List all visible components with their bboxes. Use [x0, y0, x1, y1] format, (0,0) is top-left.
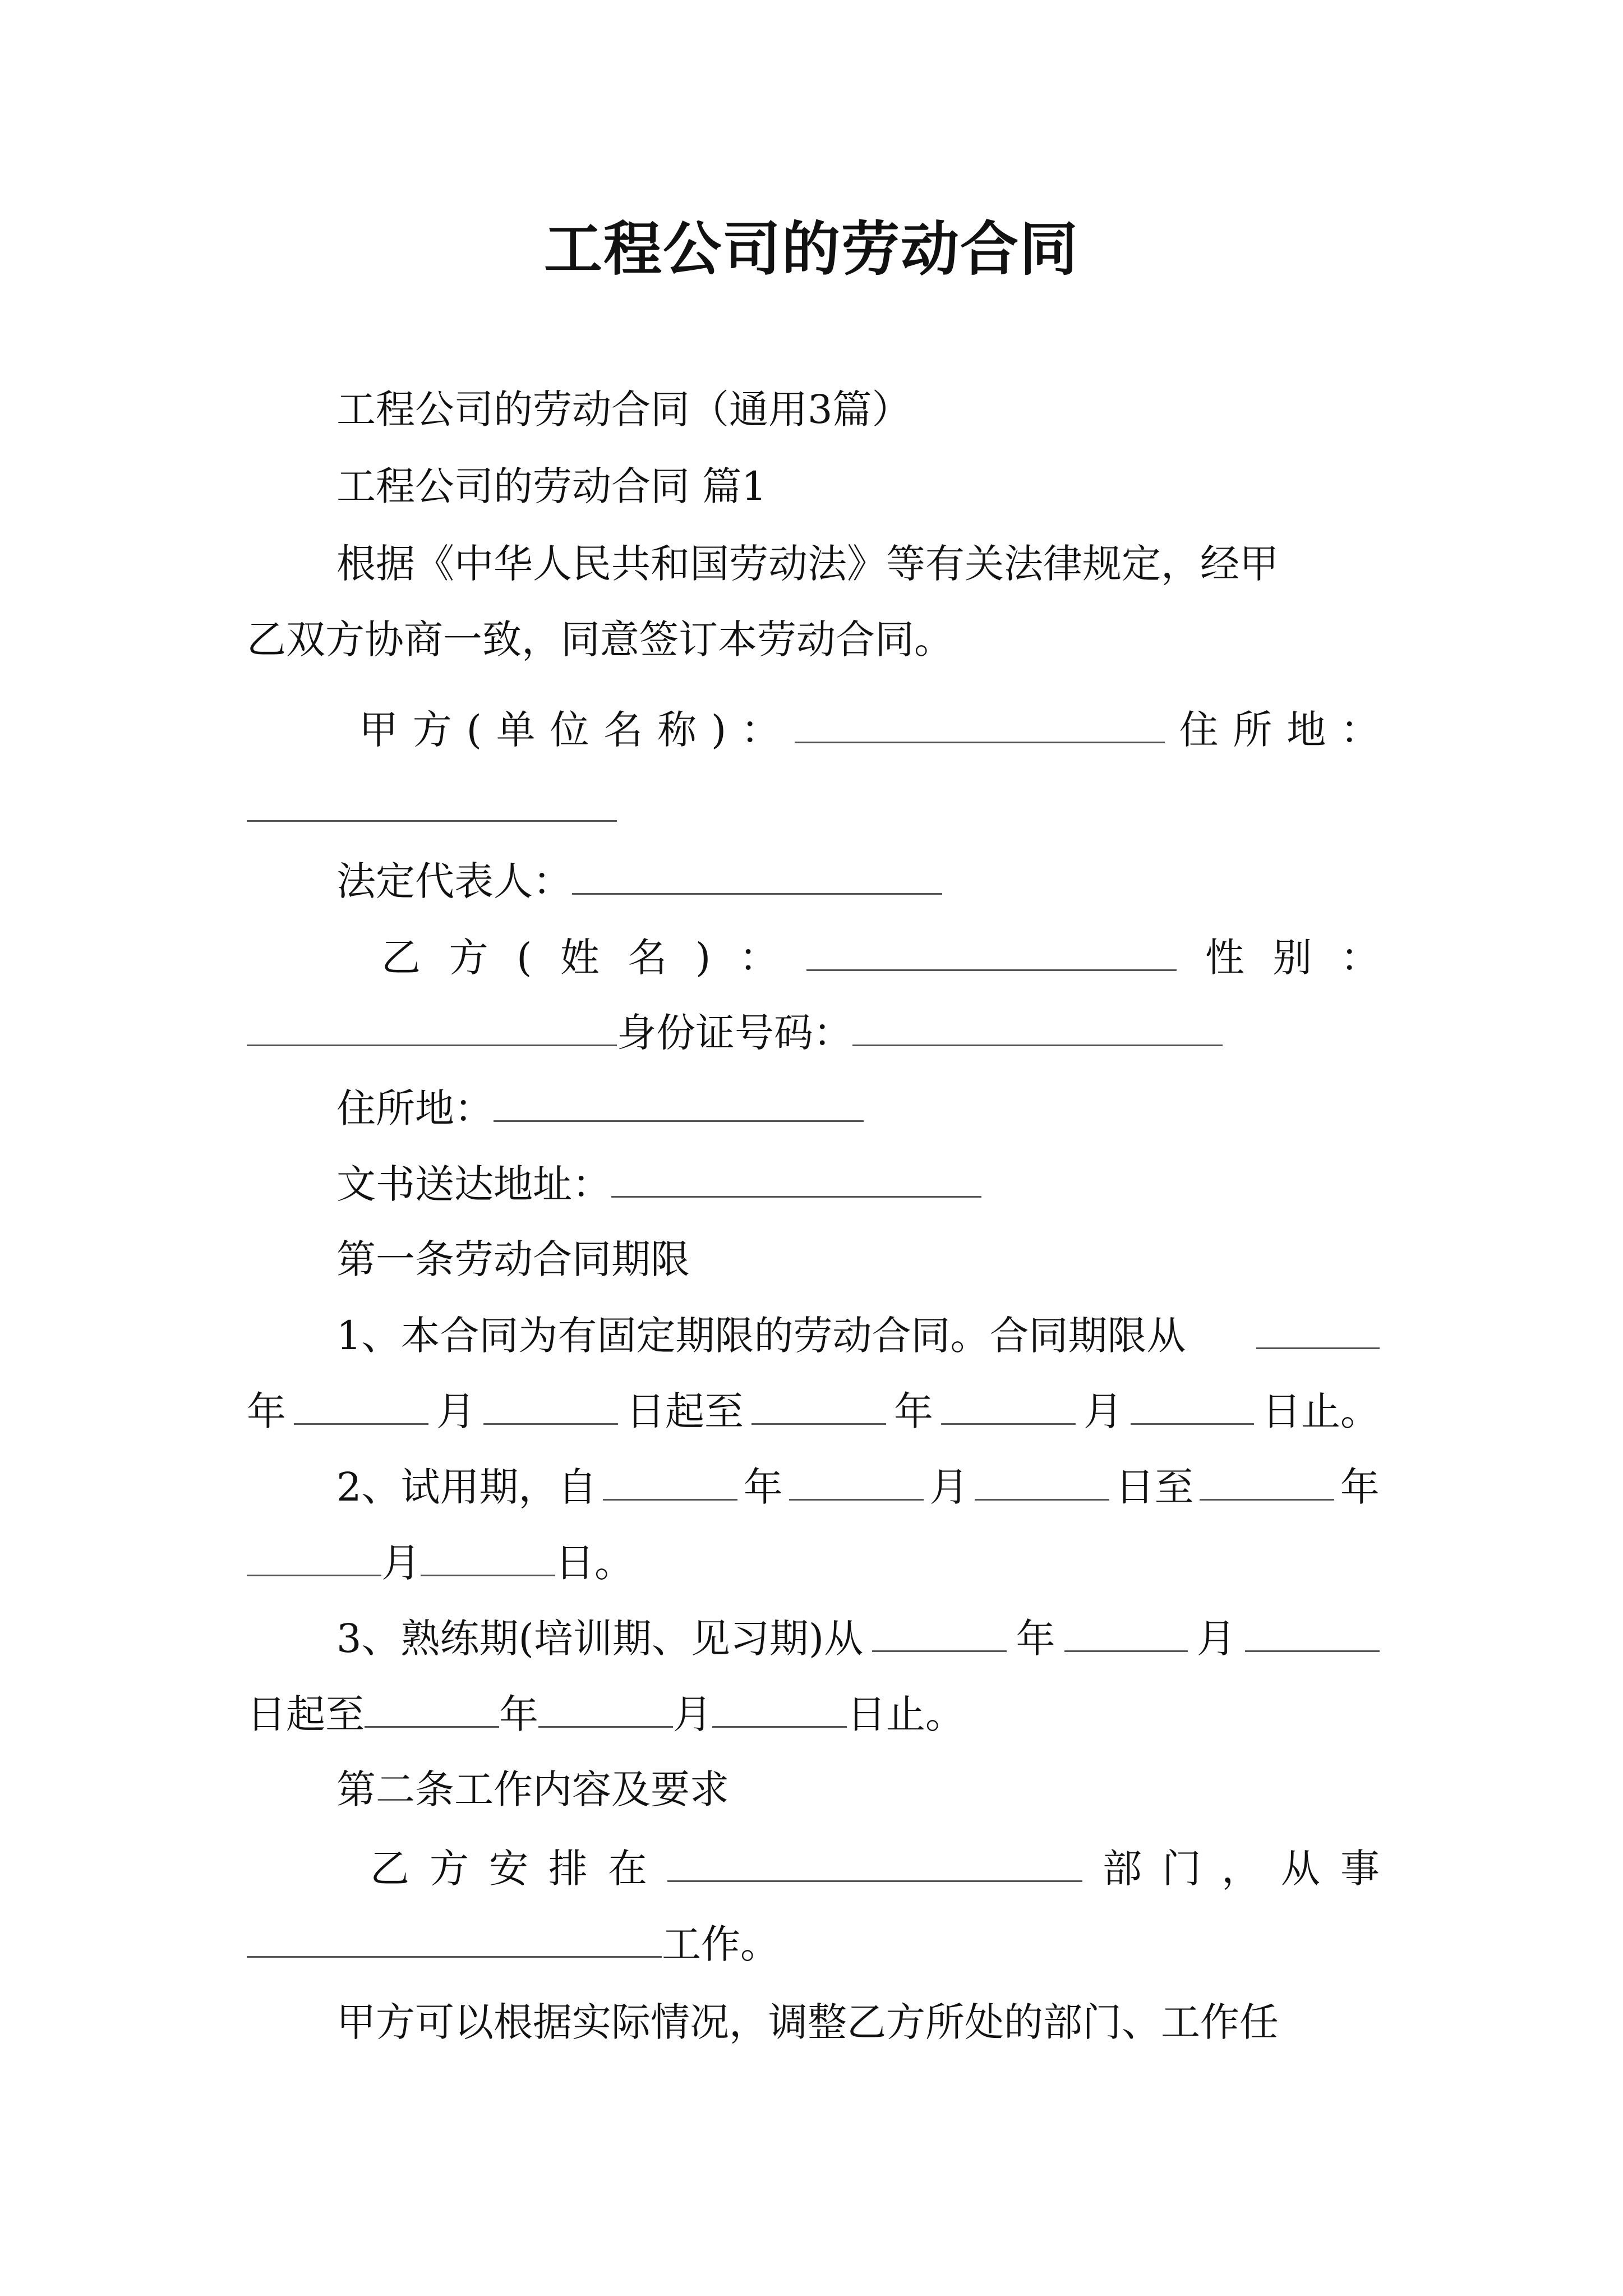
legal-rep-label: 法定代表人：: [336, 858, 572, 904]
party-a-char: (: [466, 707, 482, 753]
clause-1-1-line-1: [247, 1307, 1380, 1364]
month-label: 月: [1196, 1616, 1236, 1662]
blank-month[interactable]: [294, 1383, 428, 1425]
blank-year[interactable]: [1256, 1307, 1380, 1349]
blank-year[interactable]: [751, 1383, 886, 1425]
document-title: 工程公司的劳动合同: [543, 214, 1079, 283]
party-b-char: 方: [449, 935, 488, 981]
subtitle: 工程公司的劳动合同（通用3篇）: [336, 386, 911, 432]
clause-1-1-line-2: [247, 1383, 1380, 1439]
blank-year[interactable]: [365, 1686, 499, 1728]
clause-1-2-line-2: [247, 1534, 1380, 1591]
blank-legal-rep[interactable]: [572, 853, 942, 895]
day-end-label: 日止。: [1262, 1388, 1380, 1434]
year-label: 年: [499, 1691, 538, 1737]
work-row: [247, 1916, 1380, 1972]
blank-party-a-residence[interactable]: [247, 780, 617, 822]
month-label: 月: [381, 1540, 421, 1586]
gender-id-row: [247, 1004, 1380, 1061]
blank-year[interactable]: [603, 1458, 737, 1501]
legal-rep-row: [247, 853, 1380, 909]
residence-char: 所: [1233, 707, 1272, 753]
party-b-char: 名: [628, 935, 667, 981]
party-a-char: ): [711, 707, 727, 753]
year-label: 年: [743, 1464, 783, 1510]
day-period-label: 日。: [555, 1540, 634, 1586]
gender-char: 性: [1205, 935, 1244, 981]
dept-char: 部: [1103, 1846, 1142, 1892]
party-a-char: 单: [496, 707, 536, 753]
year-label: 年: [247, 1388, 286, 1434]
residence-label: 住所地：: [336, 1085, 494, 1131]
residence-char: 住: [1179, 707, 1219, 753]
blank-day[interactable]: [975, 1458, 1109, 1501]
party-b-char: ：: [739, 935, 778, 981]
month-label: 月: [673, 1691, 712, 1737]
doc-address-row: [247, 1156, 1380, 1212]
blank-day[interactable]: [483, 1383, 618, 1425]
blank-work[interactable]: [247, 1916, 662, 1958]
arrange-char: 安: [489, 1846, 528, 1892]
blank-residence[interactable]: [494, 1080, 864, 1122]
party-a-char: 称: [657, 707, 697, 753]
work-label: 工作。: [662, 1921, 780, 1967]
party-a-residence-row: [247, 780, 1380, 836]
part-heading: 工程公司的劳动合同 篇1: [336, 463, 767, 509]
party-a-char: 方: [412, 707, 452, 753]
blank-id-number[interactable]: [852, 1004, 1223, 1046]
clause-1-1-text: 1、本合同为有固定期限的劳动合同。合同期限从: [336, 1313, 1186, 1359]
blank-year[interactable]: [1200, 1458, 1334, 1501]
blank-year[interactable]: [872, 1610, 1007, 1652]
intro-line-1: 根据《中华人民共和国劳动法》等有关法律规定，经甲: [336, 541, 1279, 587]
residence-row: [247, 1080, 1380, 1137]
year-label: 年: [1016, 1616, 1055, 1662]
gender-char: ：: [1340, 935, 1380, 981]
day-end-label: 日止。: [847, 1691, 965, 1737]
article-2-heading: 第二条工作内容及要求: [336, 1766, 729, 1812]
dept-char: 门: [1162, 1846, 1201, 1892]
intro-line-2: 乙双方协商一致，同意签订本劳动合同。: [247, 616, 953, 662]
blank-gender[interactable]: [247, 1004, 617, 1046]
arrange-char: 排: [548, 1846, 588, 1892]
clause-1-2-line-1: [247, 1458, 1380, 1515]
party-b-char: 乙: [381, 935, 421, 981]
arrange-char: 乙: [370, 1846, 409, 1892]
dept-char: 从: [1281, 1846, 1320, 1892]
clause-1-2-text: 2、试用期，自: [336, 1464, 597, 1510]
month-label: 月: [436, 1388, 476, 1434]
party-a-char: 甲: [359, 707, 398, 753]
blank-month[interactable]: [538, 1686, 673, 1728]
year-label: 年: [1340, 1464, 1380, 1510]
adjust-line: 甲方可以根据实际情况，调整乙方所处的部门、工作任: [336, 1999, 1279, 2045]
clause-1-3-line-2: [247, 1686, 1380, 1742]
blank-party-a-name[interactable]: [795, 701, 1165, 743]
dept-char: 事: [1340, 1846, 1380, 1892]
blank-month[interactable]: [247, 1534, 381, 1576]
party-b-char: ): [695, 935, 711, 981]
id-number-label: 身份证号码：: [617, 1010, 852, 1056]
arrange-row: [247, 1840, 1380, 1897]
blank-day[interactable]: [421, 1534, 555, 1576]
blank-month[interactable]: [941, 1383, 1076, 1425]
blank-day[interactable]: [1245, 1610, 1380, 1652]
article-1-heading: 第一条劳动合同期限: [336, 1236, 690, 1282]
day-from-to-label: 日起至: [626, 1388, 744, 1434]
blank-day[interactable]: [712, 1686, 847, 1728]
party-b-row: [247, 929, 1380, 986]
arrange-char: 在: [608, 1846, 647, 1892]
residence-char: 地: [1287, 707, 1326, 753]
party-b-char: 姓: [560, 935, 600, 981]
day-to-label: 日至: [1115, 1464, 1194, 1510]
blank-month[interactable]: [789, 1458, 924, 1501]
clause-1-3-line-1: [247, 1610, 1380, 1667]
arrange-char: 方: [430, 1846, 469, 1892]
residence-char: ：: [1340, 707, 1380, 753]
party-a-row: [247, 701, 1380, 758]
blank-day[interactable]: [1131, 1383, 1254, 1425]
party-a-char: 位: [550, 707, 589, 753]
blank-department[interactable]: [667, 1840, 1082, 1882]
dept-char: ，: [1221, 1846, 1261, 1892]
doc-address-label: 文书送达地址：: [336, 1161, 611, 1207]
party-a-char: ：: [741, 707, 780, 753]
gender-char: 别: [1272, 935, 1312, 981]
year-label: 年: [894, 1388, 933, 1434]
blank-month[interactable]: [1064, 1610, 1188, 1652]
blank-party-b-name[interactable]: [806, 929, 1177, 971]
month-label: 月: [929, 1464, 969, 1510]
blank-doc-address[interactable]: [611, 1156, 981, 1198]
party-a-char: 名: [603, 707, 643, 753]
party-b-char: (: [517, 935, 532, 981]
month-label: 月: [1083, 1388, 1123, 1434]
day-from-to-label: 日起至: [247, 1691, 365, 1737]
clause-1-3-text: 3、熟练期(培训期、见习期)从: [336, 1616, 864, 1662]
